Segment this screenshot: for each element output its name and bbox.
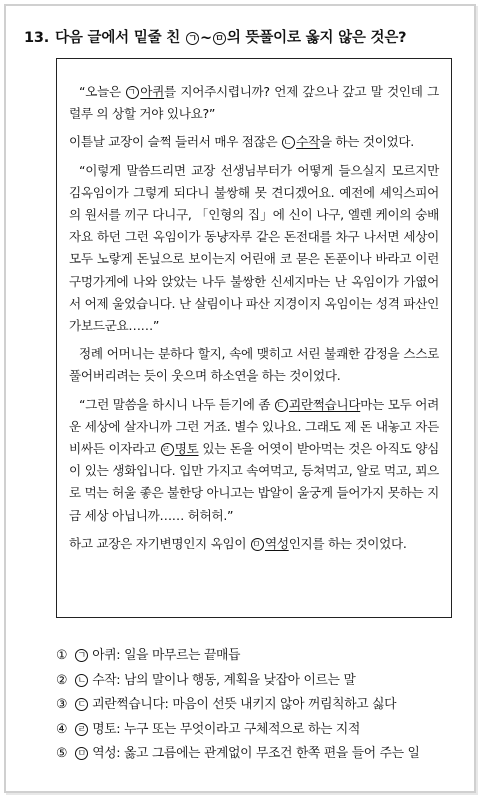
underlined-term-akwi: 아퀴 xyxy=(140,84,165,99)
option-number: ② xyxy=(56,672,68,688)
underlined-term-myeongto: 명토 xyxy=(174,441,199,457)
p1-text-pre: “오늘은 xyxy=(79,84,121,99)
answer-option-5[interactable] xyxy=(56,742,476,767)
marker-badge-e: ㅁ xyxy=(251,538,264,551)
question-number: 13. xyxy=(24,30,50,46)
marker-badge-c: ㄷ xyxy=(275,399,288,412)
underlined-term-yeokseong: 역성 xyxy=(264,535,289,551)
p5-text-post: 있는 돈을 어엿이 받아먹는 것은 아직도 양심이 있는 생화입니다. 입만 가지고 속여먹고, 등쳐먹고, 알로 먹고, 꾀으로 먹는 허울 좋은 불한당 아니고는 밥알이 울궁게 들어가지 못하는 지금 세상 아닙니까…… 허허허.” xyxy=(69,441,439,523)
p6-text-pre: 하고 교장은 자기변명인지 옥임이 xyxy=(69,535,247,551)
passage-paragraph-6 xyxy=(69,533,439,555)
underlined-term-sujak: 수작 xyxy=(296,134,320,150)
option-text: 괴란쩍습니다: 마음이 선뜻 내키지 않아 꺼림칙하고 싫다 xyxy=(92,697,397,712)
answer-option-1[interactable] xyxy=(56,644,476,669)
option-marker-badge: ㄹ xyxy=(75,723,88,736)
option-text: 아퀴: 일을 마무르는 끝매듭 xyxy=(92,648,241,663)
answer-option-2[interactable] xyxy=(56,669,476,694)
question-frame xyxy=(4,4,476,793)
option-number: ① xyxy=(56,648,68,663)
passage-paragraph-2 xyxy=(69,131,439,153)
marker-start-badge: ㄱ xyxy=(186,32,199,45)
option-number: ⑤ xyxy=(56,746,68,761)
p6-text-post: 인지를 하는 것이었다. xyxy=(288,535,407,551)
option-text: 명토: 누구 또는 무엇이라고 구체적으로 하는 지적 xyxy=(92,721,361,737)
option-marker-badge: ㄴ xyxy=(75,674,88,687)
question-text-after: 의 뜻풀이로 옳지 않은 것은? xyxy=(226,30,407,46)
option-number: ③ xyxy=(56,697,68,712)
option-marker-badge: ㄷ xyxy=(75,698,88,711)
question-title xyxy=(24,26,406,47)
marker-badge-d: ㄹ xyxy=(161,443,174,456)
marker-badge-a: ㄱ xyxy=(126,86,139,99)
passage-paragraph-4: 정례 어머니는 분하다 할지, 속에 맺히고 서린 불쾌한 감정을 스스로 풀어버리려는 듯이 웃으며 하소연을 하는 것이었다. xyxy=(69,346,439,384)
passage-paragraph-1 xyxy=(69,81,439,125)
question-tilde: ~ xyxy=(199,30,212,46)
marker-badge-b: ㄴ xyxy=(282,136,295,149)
option-text: 수작: 남의 말이나 행동, 계획을 낮잡아 이르는 말 xyxy=(92,672,356,688)
option-text: 역성: 옳고 그름에는 관계없이 무조건 한쪽 편을 들어 주는 일 xyxy=(92,746,420,761)
passage-box xyxy=(56,58,452,618)
answer-option-4[interactable] xyxy=(56,718,476,743)
p5-text-mid: 마는 모두 어려운 세상에 살자니까 그런 거죠. 별수 있나요. 그래도 제 돈 내놓고 자든 비싸든 이자라고 xyxy=(69,396,439,457)
option-marker-badge: ㄱ xyxy=(75,649,88,662)
option-number: ④ xyxy=(56,721,68,737)
option-marker-badge: ㅁ xyxy=(75,747,88,760)
marker-end-badge: ㅁ xyxy=(213,32,226,45)
p2-text-pre: 이튿날 교장이 슬쩍 들러서 매우 점잖은 xyxy=(69,134,278,150)
question-text-before: 다음 글에서 밑줄 친 xyxy=(55,30,181,46)
p2-text-post: 을 하는 것이었다. xyxy=(319,134,414,150)
p1-text-post: 를 지어주시렵니까? 언제 갚으나 갚고 말 것인데 그럴루 의 상할 거야 있나요?” xyxy=(69,84,439,122)
underlined-term-goeran: 괴란쩍습니다 xyxy=(289,396,361,412)
passage-paragraph-3: “이렇게 말씀드리면 교장 선생님부터가 어떻게 들으실지 모르지만 김옥임이가 그렇게 되다니 불쌍해 못 견디겠어요. 예전에 셰익스피어의 원서를 끼구 다니구, 「인형의 집」에 신이 나구, 엘렌 케이의 숭배자요 하던 그런 옥임이가 동냥자루 같은 돈전대를 차구 나서면 세상이 모두 노랗게 돈닢으로 보이는지 어린애 코 묻은 돈푼이나 바라고 이런 구멍가게에 나와 앉았는 나두 불쌍한 신세지마는 난 옥임이가 가엾어서 어제 울었습니다. 난 살림이나 파산 지경이지 옥임이는 성격 파산인가보드군요……” xyxy=(69,162,439,334)
p5-text-pre: “그런 말씀을 하시니 나두 듣기에 좀 xyxy=(79,396,271,412)
passage-paragraph-5 xyxy=(69,394,439,527)
answer-options xyxy=(56,644,476,767)
answer-option-3[interactable] xyxy=(56,693,476,718)
